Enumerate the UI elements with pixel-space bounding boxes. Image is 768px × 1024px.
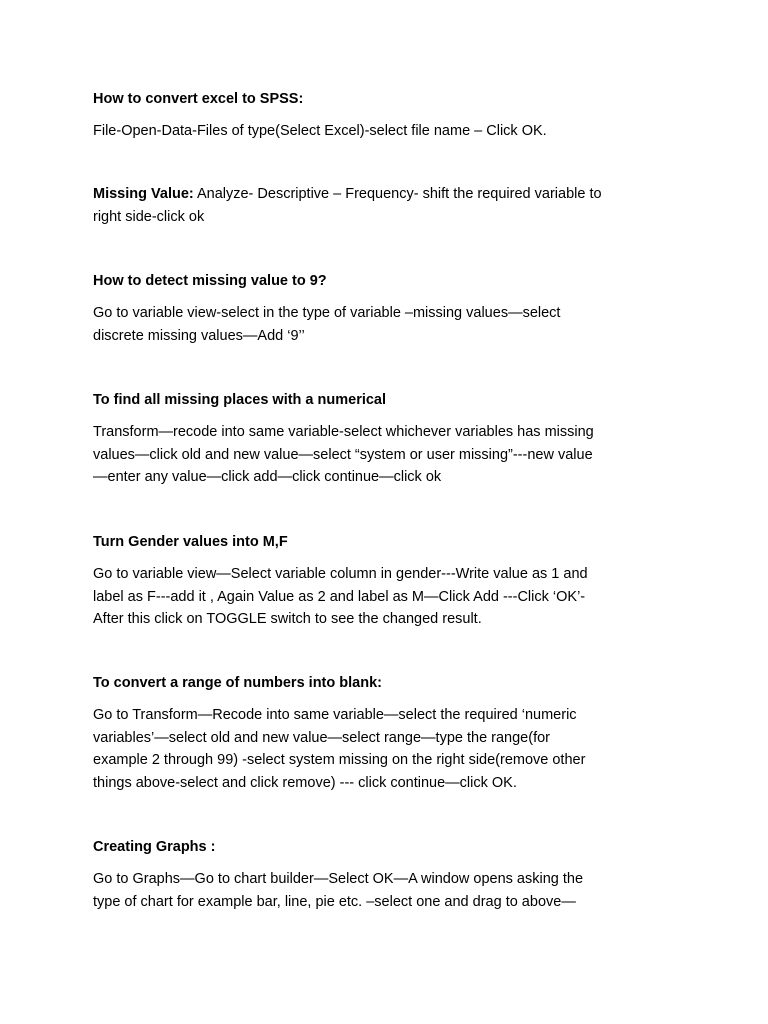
section-body-line: example 2 through 99) -select system missing on the right side(remove other [93,752,586,768]
section-body-line: type of chart for example bar, line, pie etc. –select one and drag to above— [93,894,576,910]
section-body-line: Go to Transform—Recode into same variable—select the required ‘numeric [93,707,577,723]
section-body-line: Go to variable view—Select variable column in gender---Write value as 1 and [93,566,588,582]
section-body-line: things above-select and click remove) --- click continue—click OK. [93,775,517,791]
section-heading: How to detect missing value to 9? [93,273,327,289]
inline-body: Analyze- Descriptive – Frequency- shift the required variable to [193,186,602,202]
section-body-line: Go to variable view-select in the type of variable –missing values—select [93,305,561,321]
section-body-line: discrete missing values—Add ‘9’’ [93,328,305,344]
section-body-line: —enter any value—click add—click continue—click ok [93,469,442,485]
section-heading: Creating Graphs : [93,839,216,855]
section-body-line: label as F---add it , Again Value as 2 and label as M—Click Add ---Click ‘OK’- [93,589,586,605]
section-heading: To find all missing places with a numerical [93,392,387,408]
section-heading: Turn Gender values into M,F [93,534,288,550]
section-body-line: variables’—select old and new value—select range—type the range(for [93,730,550,746]
inline-heading: Missing Value: [93,186,194,202]
section-body-line [93,183,602,205]
section-body-line: right side-click ok [93,209,205,225]
section-body-line: File-Open-Data-Files of type(Select Excel)-select file name – Click OK. [93,123,547,139]
section-body-line: values—click old and new value—select “system or user missing”---new value [93,447,593,463]
section-body-line: After this click on TOGGLE switch to see the changed result. [93,611,482,627]
section-body-line: Go to Graphs—Go to chart builder—Select OK—A window opens asking the [93,871,584,887]
section-heading: How to convert excel to SPSS: [93,91,304,107]
section-heading: To convert a range of numbers into blank: [93,675,382,691]
section-body-line: Transform—recode into same variable-select whichever variables has missing [93,424,594,440]
